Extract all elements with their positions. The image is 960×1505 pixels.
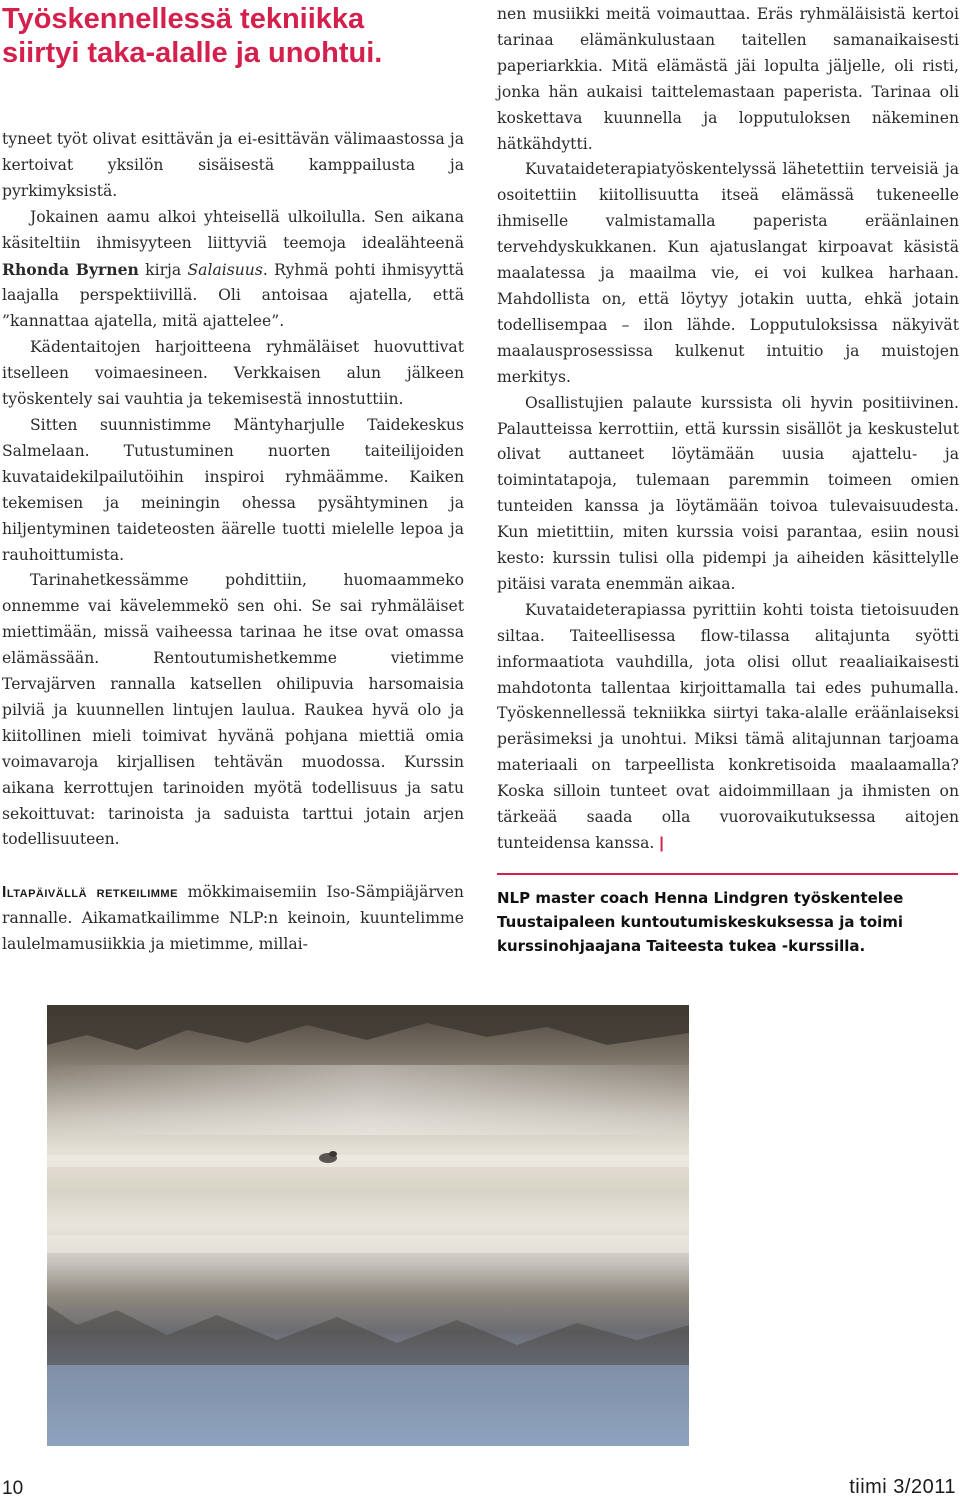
left-column <box>2 127 464 853</box>
lake-photo-image <box>47 1005 689 1446</box>
page-number: 10 <box>2 1478 24 1499</box>
paragraph: Kuvataideterapiassa pyrittiin kohti toista tietoisuuden siltaa. Taiteellisessa flow-tilassa alitajunta syötti informaatiota vauhdilla, jota olisi ollut reaaliaikaisesti mahdotonta tallentaa kirjoittamalla tai edes puhumalla. Työskennellessä tekniikka siirtyi taka-alalle eräänlaiseksi peräsimeksi ja unohtui. Miksi tämä alitajunnan tarjoama materiaali on tarpeellista konkretisoida maalaamalla? Koska silloin tunteet ovat aidoimmillaan ja ihmisten on tärkeää saada olla vuorovaikutuksessa aitojen tunteidensa kanssa. | <box>497 600 959 852</box>
publication-label: tiimi 3/2011 <box>849 1476 956 1498</box>
paragraph: nen musiikki meitä voimauttaa. Eräs ryhmäläisistä kertoi tarinaa elämänkulustaan taitellen samanaikaisesti paperiarkkia. Mitä elämästä jäi lopulta jäljelle, oli risti, jonka hän aukaisi taittelemastaan paperista. Tarinaa oli koskettava kuunnella ja lopputuloksen näkeminen hätkähdytti. <box>497 5 959 153</box>
book-title: Salaisuus <box>187 260 263 279</box>
paragraph: Kädentaitojen harjoitteena ryhmäläiset huovuttivat itselleen voimaesineen. Verkkaisen alun jälkeen työskentely sai vauhtia ja tekemisestä innostuttiin. <box>2 338 464 409</box>
paragraph: Osallistujien palaute kurssista oli hyvin positiivinen. Palautteissa kerrottiin, että kurssin sisällöt ja keskustelut olivat auttaneet löytämään uusia ajattelu- ja toimintatapoja, tulemaan paremmin toimeen omien tunteiden kanssa ja löytämään toivoa tulevaisuudesta. Kun mietittiin, miten kurssia voisi parantaa, esiin nousi kesto: kurssin tulisi olla pidempi ja aiheiden käsittelylle pitäisi varata enemmän aikaa. <box>497 393 959 593</box>
bottom-left-text <box>2 880 464 958</box>
author-bio: NLP master coach Henna Lindgren työskentelee Tuustaipaleen kuntoutumiskeskuksessa ja toimi kurssinohjaajana Taiteesta tukea -kurssilla. <box>497 889 904 955</box>
right-column <box>497 2 959 857</box>
paragraph: Sitten suunnistimme Mäntyharjulle Taidekeskus Salmelaan. Tutustuminen nuorten taiteilijoiden kuvataidekilpailutöihin inspiroi ryhmäämme. Kaiken tekemisen ja meiningin ohessa pysähtyminen ja hiljentyminen taideteosten äärelle tuotti mielelle lepoa ja rauhoittumista. <box>2 415 464 564</box>
paragraph: Iltapäivällä retkeilimme mökkimaisemiin Iso-Sämpiäjärven rannalle. Aikamatkailimme NLP:n keinoin, kuuntelimme laulelmamusiikkia ja mietimme, millai- <box>2 883 464 953</box>
paragraph: tyneet työt olivat esittävän ja ei-esittävän välimaastossa ja kertoivat yksilön sisäisestä kamppailusta ja pyrkimyksistä. <box>2 130 464 200</box>
lead-label: Iltapäivällä retkeilimme <box>2 884 178 901</box>
end-mark: | <box>659 835 664 852</box>
bio-divider <box>497 873 958 875</box>
lake-photo <box>47 1005 689 1446</box>
paragraph: Kuvataideterapiatyöskentelyssä lähetettiin terveisiä ja osoitettiin kiitollisuutta itseä elämässä tukeneelle ihmiselle valmistamalla paperista eräänlainen tervehdyskukkanen. Kun ajatuslangat kirpoavat käsistä maalatessa ja maailma vie, ei voi kulkea harhaan. Mahdollista on, että löytyy jotakin uutta, ehkä jotain todellisempaa – ilon lähde. Lopputuloksissa näkyivät maalausprosessissa kulkenut intuitio ja muistojen merkitys. <box>497 160 959 386</box>
paragraph: Tarinahetkessämme pohdittiin, huomaammeko onnemme vai kävelemmekö sen ohi. Se sai ryhmäläiset miettimään, missä vaiheessa tarinaa he itse ovat omassa elämässään. Rentoutumishetkemme vietimme Tervajärven rannalla katsellen ohilipuvia harsomaisia pilviä ja kuunnellen lintujen laulua. Raukea hyvä olo ja kiitollinen mieli toimivat hyvänä pohjana miettiä omia voimavaroja kirjallisen tehtävän muodossa. Kurssin aikana kerrottujen tarinoiden myötä todellisuus ja satu sekoittuvat: tarinoista ja saduista tarttui jotain arjen todellisuuteen. <box>2 571 464 849</box>
paragraph: Jokainen aamu alkoi yhteisellä ulkoilulla. Sen aikana käsiteltiin ihmisyyteen liittyviä teemoja idealähteenä Rhonda Byrnen kirja Salaisuus. Ryhmä pohti ihmisyyttä laajalla perspektiivillä. Oli antoisaa ajatella, että ”kannattaa ajatella, mitä ajattelee”. <box>2 207 465 331</box>
pullquote: Työskennellessä tekniikka siirtyi taka-alalle ja unohtui. <box>2 3 383 69</box>
author-name: Rhonda Byrnen <box>2 259 139 279</box>
